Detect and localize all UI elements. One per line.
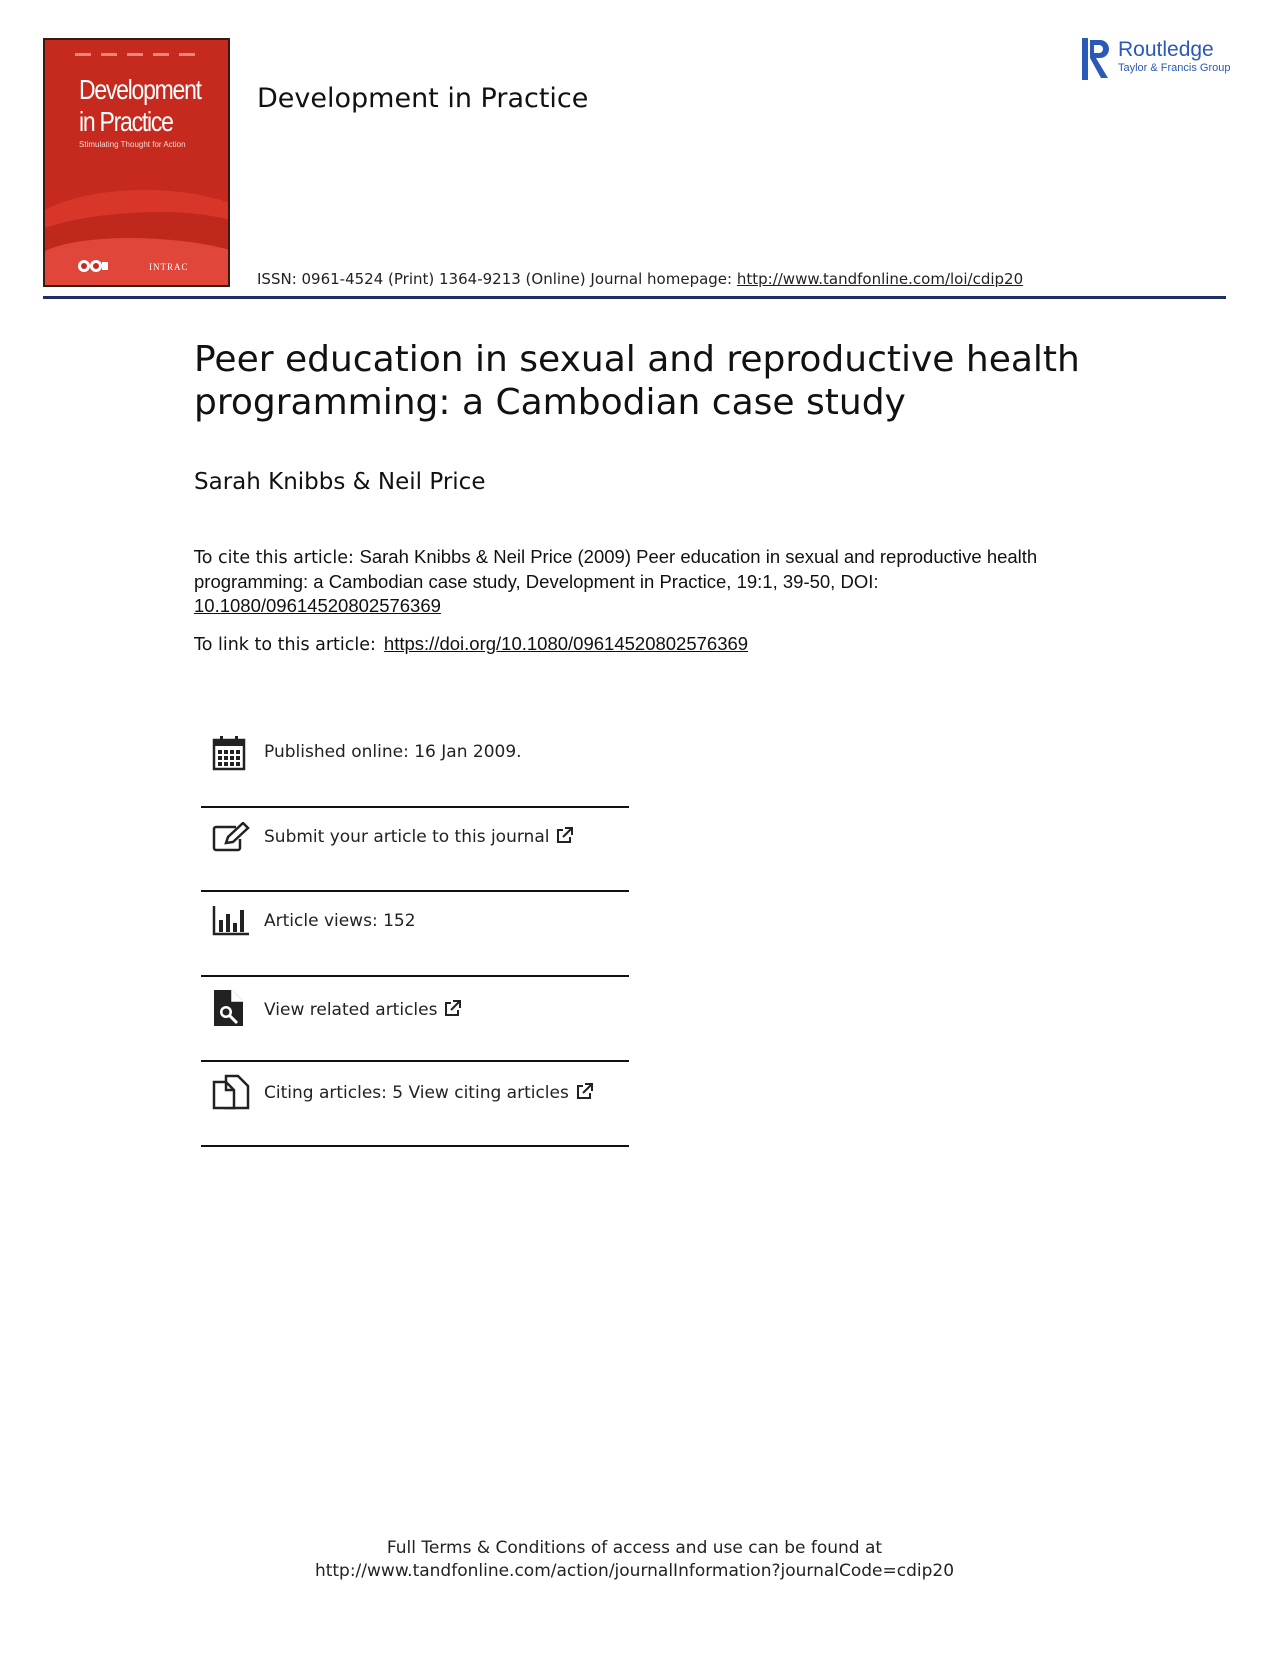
intrac-logo: INTRAC — [149, 262, 189, 272]
dip-logo-icon — [77, 258, 109, 273]
article-title: Peer education in sexual and reproductive health programming: a Cambodian case study — [194, 339, 1080, 423]
cover-wave — [43, 238, 230, 287]
cover-topline — [75, 53, 203, 56]
external-link-icon — [444, 1000, 461, 1017]
meta-divider — [201, 975, 629, 977]
journal-homepage-link[interactable]: http://www.tandfonline.com/loi/cdip20 — [736, 270, 1024, 288]
journal-cover-image — [43, 38, 230, 287]
routledge-logo — [1082, 38, 1232, 80]
issn-text: ISSN: 0961-4524 (Print) 1364-9213 (Online) Journal homepage: — [257, 270, 737, 288]
footer-terms-text: Full Terms & Conditions of access and use can be found at — [386, 1538, 883, 1558]
meta-row-related[interactable] — [201, 988, 629, 1030]
meta-row-published — [201, 735, 629, 785]
calendar-icon — [212, 735, 246, 771]
link-label: To link to this article: — [194, 635, 376, 655]
cite-label: To cite this article: — [194, 548, 360, 568]
issn-line — [257, 270, 1023, 288]
meta-divider — [201, 806, 629, 808]
meta-divider — [201, 1145, 629, 1147]
footer-terms-link[interactable]: http://www.tandfonline.com/action/journalInformation?journalCode=cdip20 — [314, 1561, 955, 1581]
edit-icon — [212, 822, 250, 852]
published-date: Published online: 16 Jan 2009. — [264, 742, 522, 762]
article-views: Article views: 152 — [264, 911, 416, 931]
header-divider — [43, 296, 1226, 299]
external-link-icon — [556, 827, 573, 844]
citation-block — [194, 545, 1074, 618]
article-link-line — [194, 633, 748, 655]
journal-title: Development in Practice — [257, 83, 589, 114]
document-search-icon — [212, 988, 246, 1028]
article-authors: Sarah Knibbs & Neil Price — [194, 469, 486, 495]
citing-documents-icon — [212, 1074, 250, 1110]
publisher-name: Routledge — [1118, 38, 1214, 61]
citing-articles-link[interactable]: Citing articles: 5 View citing articles — [264, 1083, 593, 1103]
meta-row-submit[interactable] — [201, 822, 629, 862]
submit-article-link[interactable]: Submit your article to this journal — [264, 827, 573, 847]
cite-doi-link[interactable]: 10.1080/09614520802576369 — [194, 595, 441, 616]
routledge-r-icon — [1082, 38, 1112, 80]
meta-row-views — [201, 906, 629, 946]
external-link-icon — [576, 1083, 593, 1100]
bar-chart-icon — [212, 906, 250, 936]
meta-divider — [201, 890, 629, 892]
cover-subtitle: Stimulating Thought for Action — [79, 140, 186, 149]
cite-text: Sarah Knibbs & Neil Price (2009) Peer education in sexual and reproductive health programming: a Cambodian case study, Development in Practice, 19:1, 39-50, DOI: — [194, 546, 1038, 592]
cover-title: Development in Practice — [79, 74, 201, 137]
terms-footer — [0, 1537, 1269, 1583]
meta-divider — [201, 1060, 629, 1062]
meta-row-citing[interactable] — [201, 1074, 629, 1116]
publisher-group: Taylor & Francis Group — [1118, 62, 1231, 74]
article-doi-link[interactable]: https://doi.org/10.1080/09614520802576369 — [383, 633, 749, 654]
related-articles-link[interactable]: View related articles — [264, 1000, 461, 1020]
